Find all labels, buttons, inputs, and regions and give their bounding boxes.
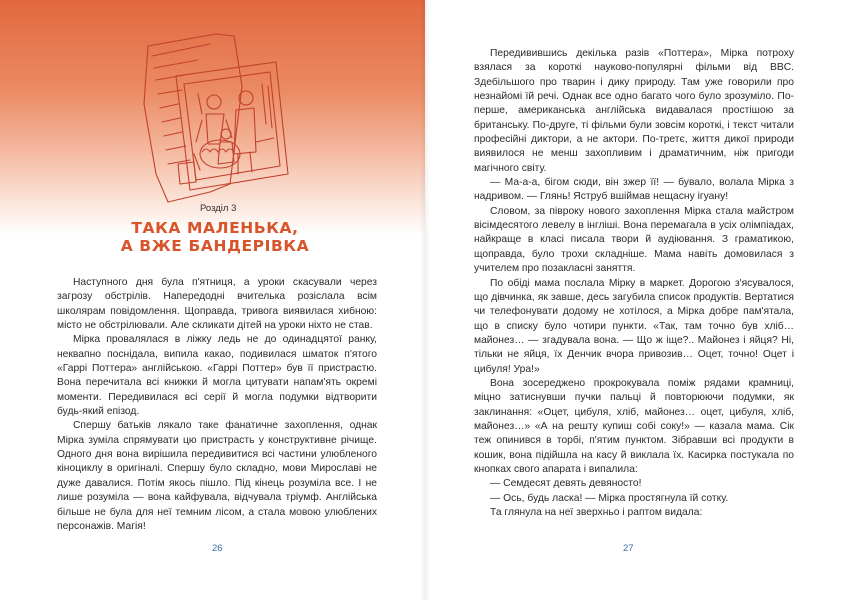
chapter-title-line-1: ТАКА МАЛЕНЬКА,	[131, 219, 299, 237]
right-page-text	[474, 47, 794, 520]
paragraph: — Ма-а-а, бігом сюди, він зжер її! — бувало, волала Мірка з надривом. — Глянь! Яструб вшіймав нещасну ігуану!	[474, 177, 794, 203]
paragraph: Мірка провалялася в ліжку ледь не до одинадцятої ранку, неквапно поснідала, випила какао, подивилася шматок п'ятого «Гаррі Поттера» англійською. «Гаррі Поттер» був її пристрастю. Вона перечитала всі книжки й могла цитувати напам'ять окремі моменти. Передивилася всі серії й могла подумки відтворити будь-який епізод.	[57, 334, 377, 418]
paragraph: Вона зосереджено прокрокувала поміж рядами крамниці, міцно затиснувши пучки пальці й повторюючи подумки, як заклинання: «Оцет, цибуля, хліб, майонез… оцет, цибуля, хліб, майонез…» «А на решту купиш собі соку!» — казала мама. Сік теж опинився в торбі, п'ятим пунктом. Зібравши всі продукти в кошик, вона підійшла на касу й виклала їх. Касирка постукала по кнопках свого апарата і випалила:	[474, 377, 794, 475]
paragraph: Передивившись декілька разів «Поттера», Мірка потроху взялася за короткі науково-популярні фільми від BBC. Здебільшого про тварин і дику природу. Там уже говорили про незнайомі їй речі. Однак все одно багато чого було зрозуміло. По-перше, американська англійська видавалася простішою за британську. По-друге, ті фільми були зовсім короткі, і текст читали професійні диктори, а не актори. По-третє, життя дикої природи виявилося не менш захопливим і драматичним, ніж пригоди магічного світу.	[474, 48, 794, 174]
paragraph: Та глянула на неї зверхньо і раптом видала:	[490, 507, 703, 518]
book-gutter	[420, 0, 430, 600]
paragraph: — Семдесят девять девяносто!	[490, 478, 642, 490]
paragraph: По обіді мама послала Мірку в маркет. Дорогою з'ясувалося, що дівчинка, як завше, десь загубила список продуктів. Вертатися чи телефонувати додому не хотілося, а Мірка добре пам'ятала, що в списку було чотири пункти. «Так, там точно був хліб… майонез… — згадувала вона. — Що ж іще?.. Майонез і яйця? Ні, тільки не яйця, їх Денчик вчора привозив… Оцет, точно! Оцет і цибуля! Ура!»	[474, 277, 794, 375]
chapter-title-line-2: А ВЖЕ БАНДЕРІВКА	[120, 237, 310, 255]
paragraph: Наступного дня була п'ятниця, а уроки скасували через загрозу обстрілів. Напередодні вчителька розіслала всім школярам повідомлення. Щоправда, тривога виявилася хибною: місто не обстрілювали. Але скликати дітей на уроки ніхто не став.	[57, 277, 377, 332]
chapter-illustration	[138, 24, 290, 212]
left-page	[0, 0, 425, 600]
paragraph: Словом, за півроку нового захоплення Мірка стала майстром вісімдесятого левелу в інгліші. Вона перемагала в усіх олімпіадах, найкраще в класі писала твори й аудіювання. З граматикою, щоправда, було трохи складніше. Мама навіть домовилася з учителем про позакласні заняття.	[474, 205, 794, 275]
page-number-left: 26	[212, 543, 223, 554]
chapter-title	[95, 219, 335, 255]
page-number-right: 27	[623, 543, 634, 554]
paragraph: Спершу батьків лякало таке фанатичне захоплення, однак Мірка зуміла спрямувати цю пристрасть у конструктивне річище. Одного дня вона вирішила передивитися всі частини улюбленого кіноциклу в оригіналі. Спершу було складно, мови Мирославі не дуже давалися. Потім якось пішло. Під кінець розуміла все. І не лише розуміла — вона кайфувала, відчувала тріумф. Англійська більше не була для неї темним лісом, а стала мовою улюблених персонажів. Магія!	[57, 420, 377, 532]
chapter-label: Розділ 3	[200, 203, 237, 214]
paragraph: — Ось, будь ласка! — Мірка простягнула їй сотку.	[490, 492, 729, 504]
left-page-text	[57, 276, 377, 534]
